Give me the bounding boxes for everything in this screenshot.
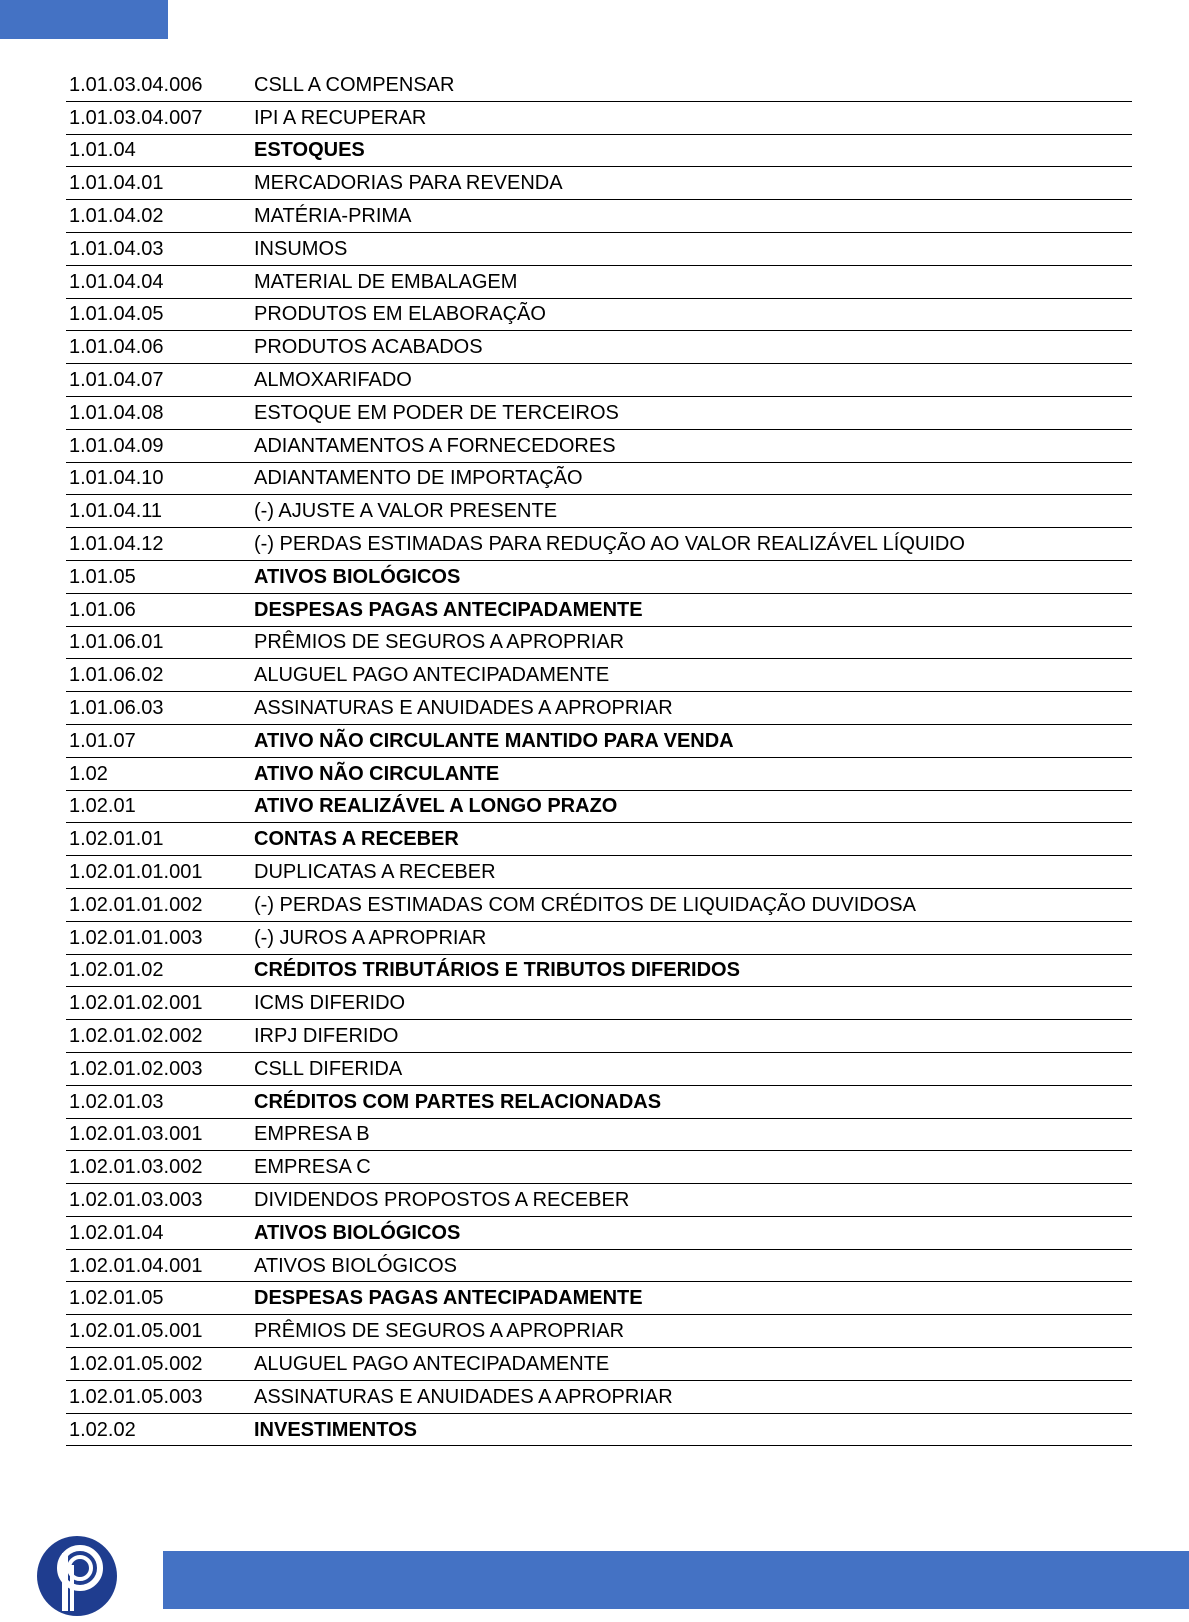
table-row — [66, 561, 1132, 594]
account-code: 1.01.05 — [69, 565, 136, 588]
table-row — [66, 1315, 1132, 1348]
account-code: 1.01.06.01 — [69, 631, 164, 654]
account-description: ALMOXARIFADO — [254, 369, 412, 392]
account-description: INVESTIMENTOS — [254, 1418, 417, 1441]
account-description: ASSINATURAS E ANUIDADES A APROPRIAR — [254, 697, 673, 720]
account-description: EMPRESA C — [254, 1156, 371, 1179]
account-code: 1.02.01.01.001 — [69, 861, 203, 884]
table-row — [66, 725, 1132, 758]
account-description: ATIVO REALIZÁVEL A LONGO PRAZO — [254, 795, 618, 818]
table-row — [66, 922, 1132, 955]
table-row — [66, 692, 1132, 725]
account-description: (-) JUROS A APROPRIAR — [254, 926, 487, 949]
chart-of-accounts-table — [66, 69, 1132, 1446]
table-row — [66, 331, 1132, 364]
table-row — [66, 463, 1132, 496]
account-code: 1.02.01.02 — [69, 959, 164, 982]
account-code: 1.01.04 — [69, 139, 136, 162]
account-code: 1.01.04.07 — [69, 369, 164, 392]
table-row — [66, 167, 1132, 200]
account-code: 1.02.01.01 — [69, 828, 164, 851]
account-description: IRPJ DIFERIDO — [254, 1025, 399, 1047]
account-description: ICMS DIFERIDO — [254, 992, 406, 1015]
account-code: 1.02.01.05.003 — [69, 1385, 203, 1408]
account-code: 1.02.01.04.001 — [69, 1254, 203, 1277]
account-code: 1.02.01.03.002 — [69, 1156, 203, 1179]
account-description: ATIVOS BIOLÓGICOS — [254, 565, 461, 588]
table-row — [66, 528, 1132, 561]
table-row — [66, 856, 1132, 889]
account-description: CRÉDITOS COM PARTES RELACIONADAS — [254, 1090, 662, 1113]
account-code: 1.02.01.03 — [69, 1090, 164, 1113]
table-row — [66, 102, 1132, 135]
account-code: 1.01.06.02 — [69, 664, 164, 687]
account-code: 1.01.04.04 — [69, 270, 164, 293]
account-code: 1.02.01.03.003 — [69, 1188, 203, 1211]
account-code: 1.02.01.03.001 — [69, 1123, 203, 1146]
account-description: ADIANTAMENTO DE IMPORTAÇÃO — [254, 467, 583, 490]
footer-accent-bar — [163, 1551, 1189, 1609]
table-row — [66, 364, 1132, 397]
account-code: 1.01.04.03 — [69, 237, 164, 260]
table-row — [66, 1119, 1132, 1152]
account-code: 1.01.03.04.007 — [69, 106, 203, 129]
account-description: ASSINATURAS E ANUIDADES A APROPRIAR — [254, 1385, 673, 1408]
table-row — [66, 627, 1132, 660]
table-row — [66, 69, 1132, 102]
table-row — [66, 430, 1132, 463]
table-row — [66, 135, 1132, 168]
table-row — [66, 266, 1132, 299]
account-description: CSLL DIFERIDA — [254, 1057, 403, 1080]
account-description: INSUMOS — [254, 237, 348, 260]
table-row — [66, 495, 1132, 528]
header-accent-bar — [0, 0, 168, 39]
account-code: 1.01.04.12 — [69, 533, 164, 556]
account-description: CONTAS A RECEBER — [254, 828, 459, 851]
account-description: DIVIDENDOS PROPOSTOS A RECEBER — [254, 1188, 630, 1211]
table-row — [66, 1381, 1132, 1414]
account-code: 1.02.01.01.003 — [69, 926, 203, 949]
table-row — [66, 823, 1132, 856]
account-description: PRÊMIOS DE SEGUROS A APROPRIAR — [254, 1320, 625, 1343]
table-row — [66, 758, 1132, 791]
account-code: 1.01.04.09 — [69, 434, 164, 457]
account-code: 1.02.01.01.002 — [69, 893, 203, 916]
table-row — [66, 791, 1132, 824]
account-code: 1.02.01.05 — [69, 1287, 164, 1310]
account-description: ESTOQUE EM PODER DE TERCEIROS — [254, 401, 619, 424]
account-description: MERCADORIAS PARA REVENDA — [254, 172, 563, 195]
account-code: 1.01.03.04.006 — [69, 73, 203, 96]
account-description: ALUGUEL PAGO ANTECIPADAMENTE — [254, 664, 610, 687]
account-description: ALUGUEL PAGO ANTECIPADAMENTE — [254, 1352, 610, 1375]
account-description: EMPRESA B — [254, 1123, 370, 1146]
account-description: DESPESAS PAGAS ANTECIPADAMENTE — [254, 1287, 643, 1310]
table-row — [66, 1151, 1132, 1184]
account-code: 1.01.06 — [69, 598, 136, 621]
account-code: 1.01.04.08 — [69, 401, 164, 424]
account-code: 1.02.01.02.003 — [69, 1057, 203, 1080]
table-row — [66, 1250, 1132, 1283]
account-code: 1.01.04.10 — [69, 467, 164, 490]
account-description: ADIANTAMENTOS A FORNECEDORES — [254, 434, 616, 457]
table-row — [66, 955, 1132, 988]
table-row — [66, 1217, 1132, 1250]
circle-p-logo-icon — [36, 1535, 118, 1617]
account-code: 1.02.01.05.002 — [69, 1352, 203, 1375]
table-row — [66, 1053, 1132, 1086]
account-description: MATÉRIA-PRIMA — [254, 205, 412, 228]
table-row — [66, 1086, 1132, 1119]
account-description: MATERIAL DE EMBALAGEM — [254, 270, 518, 293]
table-row — [66, 889, 1132, 922]
account-description: (-) PERDAS ESTIMADAS PARA REDUÇÃO AO VALOR REALIZÁVEL LÍQUIDO — [254, 533, 965, 556]
table-row — [66, 594, 1132, 627]
account-code: 1.02.01.02.002 — [69, 1025, 203, 1047]
table-row — [66, 1184, 1132, 1217]
account-code: 1.02.01.05.001 — [69, 1320, 203, 1343]
account-code: 1.02.01.02.001 — [69, 992, 203, 1015]
account-description: DUPLICATAS A RECEBER — [254, 861, 496, 884]
account-description: CRÉDITOS TRIBUTÁRIOS E TRIBUTOS DIFERIDOS — [254, 959, 740, 982]
account-description: CSLL A COMPENSAR — [254, 73, 455, 96]
table-row — [66, 1414, 1132, 1447]
account-code: 1.01.04.02 — [69, 205, 164, 228]
table-row — [66, 1282, 1132, 1315]
account-code: 1.01.04.01 — [69, 172, 164, 195]
account-description: ATIVO NÃO CIRCULANTE MANTIDO PARA VENDA — [254, 729, 734, 752]
account-code: 1.01.04.05 — [69, 303, 164, 326]
account-description: IPI A RECUPERAR — [254, 106, 427, 129]
table-row — [66, 1348, 1132, 1381]
table-row — [66, 1020, 1132, 1053]
table-row — [66, 987, 1132, 1020]
table-row — [66, 200, 1132, 233]
account-description: (-) PERDAS ESTIMADAS COM CRÉDITOS DE LIQUIDAÇÃO DUVIDOSA — [254, 893, 916, 916]
account-code: 1.01.04.11 — [69, 500, 163, 523]
account-description: DESPESAS PAGAS ANTECIPADAMENTE — [254, 598, 643, 621]
account-code: 1.01.04.06 — [69, 336, 164, 359]
account-description: ATIVO NÃO CIRCULANTE — [254, 762, 500, 785]
account-code: 1.02.02 — [69, 1418, 136, 1441]
table-row — [66, 659, 1132, 692]
account-description: ATIVOS BIOLÓGICOS — [254, 1254, 458, 1277]
account-code: 1.01.06.03 — [69, 697, 164, 720]
account-code: 1.02.01.04 — [69, 1221, 164, 1244]
account-description: PRODUTOS EM ELABORAÇÃO — [254, 303, 546, 326]
account-description: ATIVOS BIOLÓGICOS — [254, 1221, 461, 1244]
table-row — [66, 397, 1132, 430]
account-code: 1.02 — [69, 762, 108, 785]
account-description: PRODUTOS ACABADOS — [254, 336, 483, 359]
account-code: 1.02.01 — [69, 795, 136, 818]
account-code: 1.01.07 — [69, 729, 136, 752]
table-row — [66, 299, 1132, 332]
table-row — [66, 233, 1132, 266]
account-description: PRÊMIOS DE SEGUROS A APROPRIAR — [254, 631, 625, 654]
account-description: (-) AJUSTE A VALOR PRESENTE — [254, 500, 558, 523]
account-description: ESTOQUES — [254, 139, 365, 162]
